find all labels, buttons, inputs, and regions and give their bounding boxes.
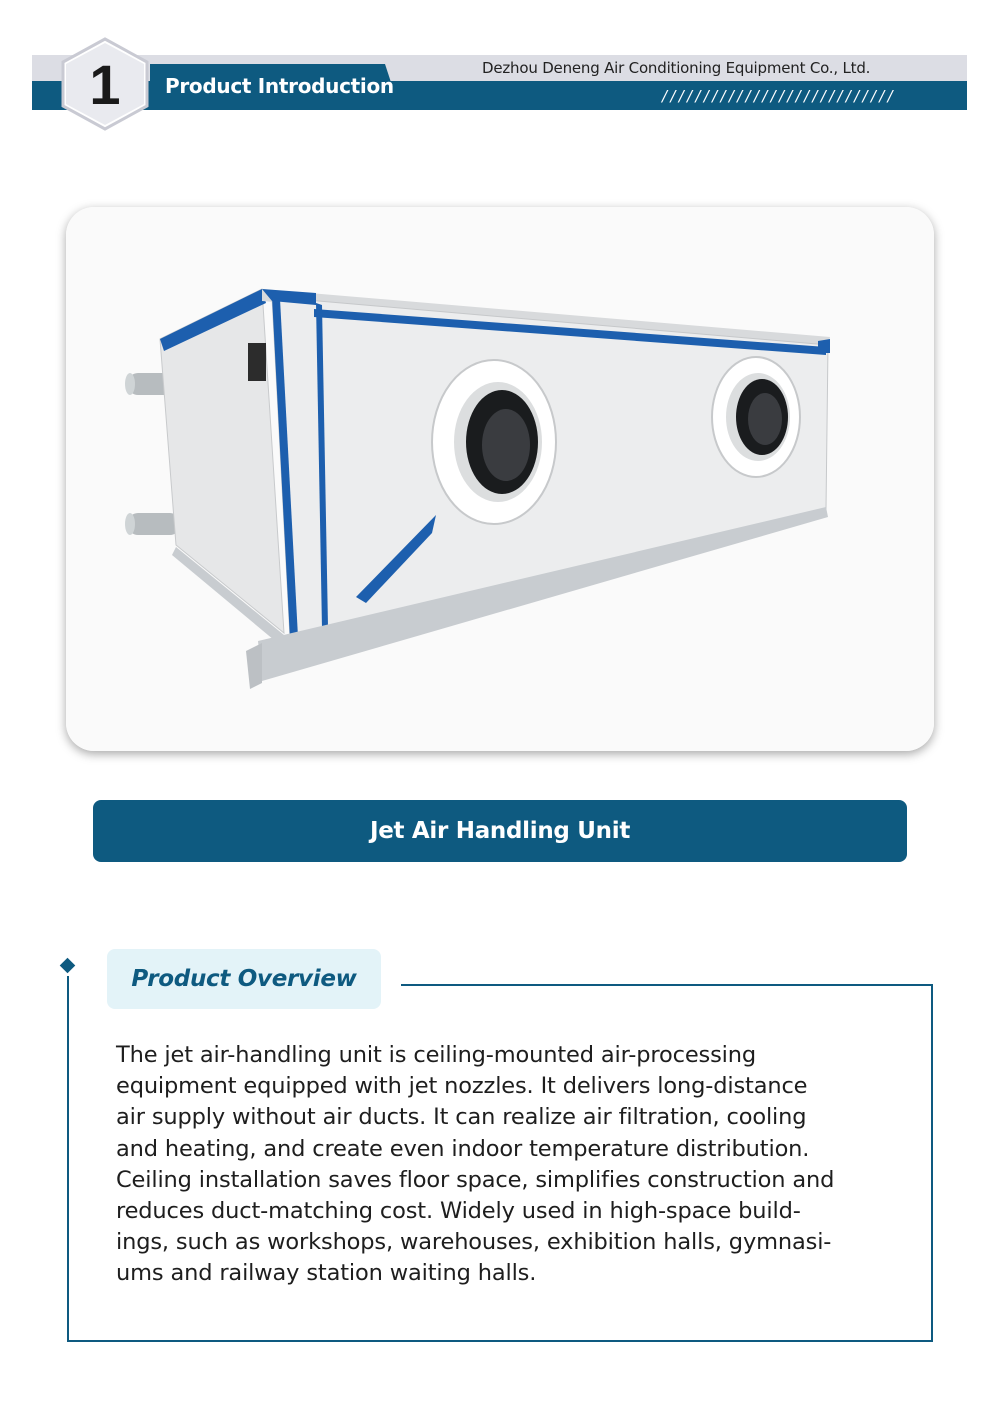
overview-heading-tag [107,949,381,1009]
section-number: 1 [89,52,121,116]
overview-border-top [401,984,933,986]
overview-text [116,1040,906,1290]
overview-line: ums and railway station waiting halls. [116,1260,537,1287]
product-title-bar [93,800,907,862]
product-title: Jet Air Handling Unit [369,818,631,844]
diamond-icon [60,958,76,974]
overview-line: and heating, and create even indoor temperature distribution. [116,1135,810,1162]
overview-line: equipment equipped with jet nozzles. It delivers long-distance [116,1073,808,1100]
company-name: Dezhou Deneng Air Conditioning Equipment Co., Ltd. [482,59,871,77]
overview-border-right [931,984,933,1342]
section-title: Product Introduction [165,74,394,98]
overview-line: reduces duct-matching cost. Widely used in high-space build- [116,1198,801,1225]
overview-border-left [67,976,69,1342]
overview-border-bottom [67,1340,933,1342]
product-image-card [66,207,934,751]
air-handling-unit-icon [66,207,934,751]
overview-line: air supply without air ducts. It can realize air filtration, cooling [116,1104,807,1131]
overview-line: Ceiling installation saves floor space, simplifies construction and [116,1166,835,1193]
slash-decoration: //////////////////////////// [662,87,896,105]
overview-line: The jet air-handling unit is ceiling-mounted air-processing [116,1042,757,1068]
overview-line: ings, such as workshops, warehouses, exhibition halls, gymnasi- [116,1229,832,1256]
overview-heading: Product Overview [131,966,357,992]
